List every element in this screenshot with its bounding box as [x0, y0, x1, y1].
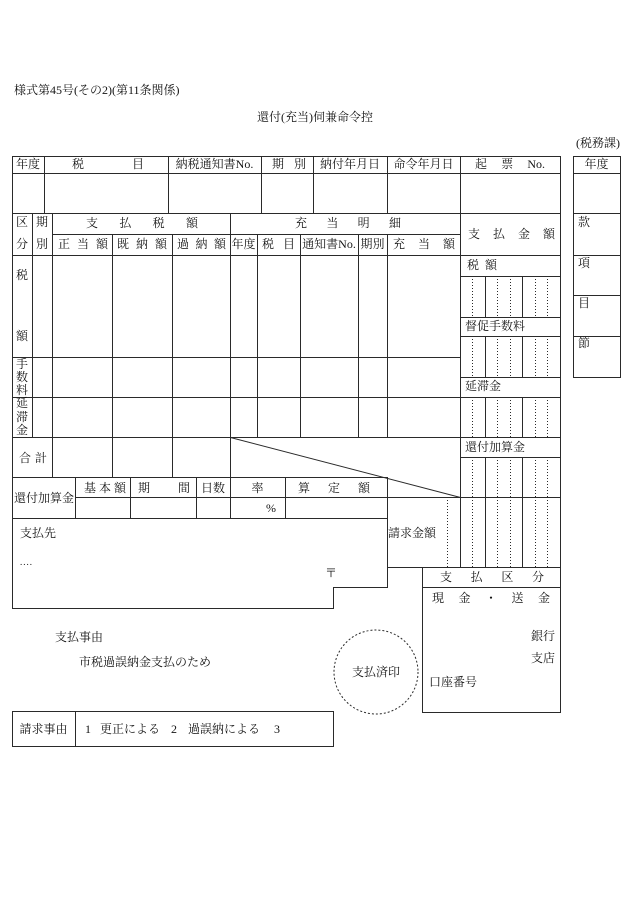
refund-base-header [84, 481, 126, 495]
appropriation-detail-header [295, 216, 401, 230]
label-glyph: 額 [95, 237, 108, 251]
label-glyph: 額 [113, 481, 126, 495]
header-tax-item [72, 157, 144, 171]
row-tax-label [16, 268, 28, 343]
label-glyph: 払 [470, 570, 483, 584]
label-glyph: 納 [195, 237, 208, 251]
label-glyph: ・ [484, 591, 497, 605]
label-glyph: 現 [432, 591, 445, 605]
label-glyph: 期 [138, 481, 151, 495]
label-glyph: 当 [417, 237, 430, 251]
refund-days-header: 日数 [200, 481, 225, 495]
label-glyph: 算 [298, 481, 311, 495]
refund-interest-label: 還付加算金 [14, 491, 75, 505]
label-glyph: 間 [177, 481, 190, 495]
label-glyph: 送 [511, 591, 524, 605]
label-glyph: 手 [16, 357, 29, 371]
label-glyph: 税 [467, 258, 480, 272]
budget-moku-label: 目 [578, 296, 591, 310]
label-glyph: 額 [213, 237, 226, 251]
label-glyph: 額 [542, 227, 555, 241]
label-glyph: 本 [98, 481, 111, 495]
label-glyph: 区 [16, 215, 29, 229]
label-glyph: 税 [262, 237, 275, 251]
label-glyph: 期 [272, 157, 285, 171]
label-glyph: 額 [16, 329, 29, 343]
amount-refund-interest-label: 還付加算金 [465, 440, 526, 454]
budget-fiscal-year: 年度 [584, 157, 609, 171]
account-number-label: 口座番号 [429, 675, 478, 689]
label-glyph: 定 [327, 481, 340, 495]
refund-computed-header [298, 481, 370, 495]
label-glyph: 払 [119, 216, 132, 230]
label-glyph: 明 [357, 216, 370, 230]
label-glyph: 充 [295, 216, 308, 230]
label-glyph: 目 [131, 157, 144, 171]
label-glyph: 金 [517, 227, 530, 241]
label-glyph: 目 [282, 237, 295, 251]
header-notice-no: 納税通知書No. [175, 157, 254, 171]
appropriation-tax-item-header [262, 237, 295, 251]
label-glyph: 起 [475, 157, 488, 171]
form-number: 様式第45号(その2)(第11条関係) [14, 83, 180, 97]
row-fee-label [16, 358, 28, 397]
label-glyph: 正 [58, 237, 71, 251]
claim-option-2-text: 過誤納による [188, 722, 261, 736]
label-glyph: 額 [185, 216, 198, 230]
branch-label: 支店 [531, 651, 556, 665]
label-glyph: 当 [326, 216, 339, 230]
label-glyph: 別 [36, 237, 49, 251]
budget-kou-label: 項 [578, 256, 591, 270]
amount-reminder-fee-label: 督促手数料 [465, 319, 526, 333]
label-glyph: 額 [484, 258, 497, 272]
header-period [272, 157, 306, 171]
label-glyph: 額 [442, 237, 455, 251]
payment-reason-label: 支払事由 [55, 630, 104, 644]
form-title: 還付(充当)伺兼命令控 [257, 110, 373, 124]
payment-amount-header [468, 227, 555, 241]
label-glyph: 額 [154, 237, 167, 251]
label-glyph: 別 [293, 157, 306, 171]
payee-label: 支払先 [20, 526, 57, 540]
label-glyph: 合 [19, 451, 32, 465]
payee-dots: .... [20, 557, 33, 567]
bank-label: 銀行 [531, 629, 556, 643]
label-glyph: 税 [16, 268, 29, 282]
appropriation-year-header: 年度 [231, 237, 256, 251]
label-glyph: 金 [458, 591, 471, 605]
claim-option-1-text: 更正による [100, 722, 161, 736]
header-order-date: 命令年月日 [393, 157, 454, 171]
label-glyph: 分 [531, 570, 544, 584]
label-glyph: No. [527, 157, 545, 171]
period-label [36, 215, 48, 251]
label-glyph: 細 [388, 216, 401, 230]
budget-kan-label: 款 [578, 215, 591, 229]
row-late-label [16, 397, 28, 437]
label-glyph: 期 [36, 215, 49, 229]
label-glyph: 票 [501, 157, 514, 171]
label-glyph: 滞 [16, 409, 29, 424]
payment-reason-text: 市税過誤納金支払のため [79, 655, 212, 669]
overpaid-amount-header [177, 237, 226, 251]
label-glyph: 数 [16, 370, 29, 384]
label-glyph: 既 [117, 237, 130, 251]
label-glyph: 基 [84, 481, 97, 495]
amount-tax-label [467, 258, 497, 272]
row-total-label [19, 451, 47, 465]
label-glyph: 区 [501, 570, 514, 584]
claim-reason-label: 請求事由 [19, 722, 68, 736]
label-glyph: 額 [357, 481, 370, 495]
label-glyph: 支 [86, 216, 99, 230]
label-glyph: 分 [16, 237, 29, 251]
appropriation-period-header: 期別 [360, 237, 385, 251]
paid-stamp-label: 支払済印 [351, 665, 400, 679]
label-glyph: 税 [72, 157, 85, 171]
budget-setsu-label: 節 [578, 336, 591, 350]
proper-amount-header [58, 237, 108, 251]
label-glyph: 納 [135, 237, 148, 251]
refund-rate-percent-sign: % [266, 501, 276, 515]
cash-transfer-label [432, 591, 550, 605]
appropriation-notice-no-header: 通知書No. [302, 237, 356, 251]
refund-term-header [138, 481, 190, 495]
label-glyph: 税 [152, 216, 165, 230]
label-glyph: 支 [440, 570, 453, 584]
postal-mark: 〒 [325, 566, 338, 580]
label-glyph: 延 [16, 396, 29, 410]
claim-option-1-number: 1 [85, 722, 91, 736]
label-glyph: 計 [34, 451, 47, 465]
label-glyph: 支 [468, 227, 481, 241]
claim-option-2-number: 2 [171, 722, 177, 736]
refund-rate-header: 率 [251, 481, 264, 495]
label-glyph: 過 [177, 237, 190, 251]
header-payment-date: 納付年月日 [319, 157, 380, 171]
appropriation-amount-header [393, 237, 455, 251]
amount-late-charge-label: 延滞金 [465, 379, 502, 393]
header-voucher-no [475, 157, 545, 171]
label-glyph: 金 [537, 591, 550, 605]
label-glyph: 充 [393, 237, 406, 251]
payment-method-header [440, 570, 544, 584]
category-label [16, 215, 28, 251]
label-glyph: 当 [76, 237, 89, 251]
payment-tax-header [86, 216, 198, 230]
label-glyph: 料 [16, 383, 29, 397]
claim-amount-label: 請求金額 [388, 526, 437, 540]
header-fiscal-year: 年度 [15, 157, 40, 171]
label-glyph: 金 [16, 423, 29, 437]
claim-option-3-number: 3 [274, 722, 280, 736]
label-glyph: 払 [492, 227, 505, 241]
paid-amount-header [117, 237, 167, 251]
department-label: (税務課) [576, 136, 620, 150]
